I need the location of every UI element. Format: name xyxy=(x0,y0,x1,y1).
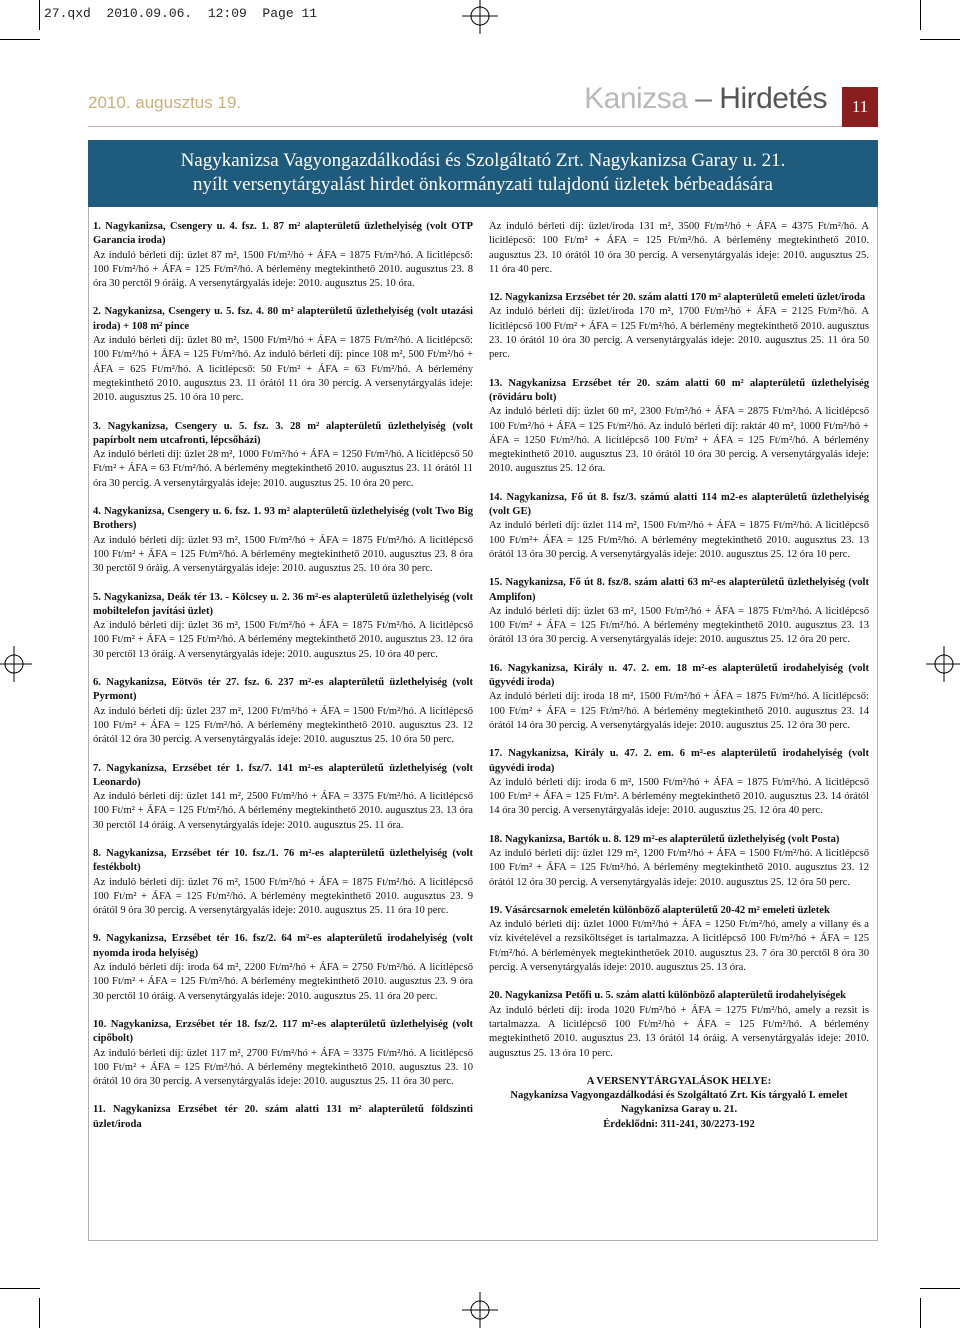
listing-item xyxy=(489,291,869,362)
listing-body: Az induló bérleti díj: üzlet/iroda 131 m², 3500 Ft/m²/hó + ÁFA = 4375 Ft/m²/hó. A licitlépcső: 100 Ft/m² + ÁFA = 125 Ft/m²/hó. A bérlemény megtekinthető 2010. augusztus 23. 10 órától 10 óra 30 percig. A versenytárgyalás ideje: 2010. augusztus 25. 11 óra 40 perc. xyxy=(489,221,869,275)
listing-item xyxy=(93,676,473,747)
listing-heading: 9. Nagykanizsa, Erzsébet tér 16. fsz/2. 64 m²-es alapterületű irodahelyiség (volt nyomda iroda helyiség) xyxy=(93,933,473,959)
footer-heading: A VERSENYTÁRGYALÁSOK HELYE: xyxy=(586,1075,772,1087)
listing-item xyxy=(93,1018,473,1089)
publication-title xyxy=(584,82,827,116)
page-number: 11 xyxy=(842,87,878,127)
right-column xyxy=(489,220,869,1132)
listing-heading: 13. Nagykanizsa Erzsébet tér 20. szám alatti 60 m² alapterületű üzlethelyiség (rövidáru bolt) xyxy=(489,377,869,403)
listing-heading: 4. Nagykanizsa, Csengery u. 6. fsz. 1. 93 m² alapterületű üzlethelyiség (volt Two Big Brothers) xyxy=(93,506,473,532)
listing-heading: 14. Nagykanizsa, Fő út 8. fsz/3. számú alatti 114 m2-es alapterületű üzlethelyiség (volt GE) xyxy=(489,491,869,518)
listing-item xyxy=(489,747,869,818)
listing-heading: 19. Vásárcsarnok emeletén különböző alapterületű 20-42 m² emeleti üzletek xyxy=(489,904,830,916)
listing-body: Az induló bérleti díj: üzlet 129 m², 1200 Ft/m²/hó + ÁFA = 1500 Ft/m²/hó. A licitlépcső 100 Ft/m² + ÁFA = 125 Ft/m²/hó. A bérlemény megtekinthető 2010. augusztus 23. 12 órától 12 óra 30 percig. A versenytárgyalás ideje: 2010. augusztus 25. 12 óra 50 perc. xyxy=(489,847,869,888)
issue-date: 2010. augusztus 19. xyxy=(88,93,242,112)
listing-body: Az induló bérleti díj: üzlet 36 m², 1500 Ft/m²/hó + ÁFA = 1875 Ft/m²/hó. A licitlépcső 100 Ft/m² + ÁFA = 125 Ft/m²/hó. A bérlemény megtekinthető 2010. augusztus 23. 12 óra 30 perctől 13 óráig. A versenytárgyalás ideje: 2010. augusztus 25. 10 óra 40 perc. xyxy=(93,620,473,660)
announcement-banner xyxy=(88,140,878,207)
listing-item xyxy=(93,305,473,405)
crop-mark xyxy=(0,39,40,40)
listing-body: Az induló bérleti díj: üzlet 28 m², 1000 Ft/m²/hó + ÁFA = 1250 Ft/m²/hó. A licitlépcső 50 Ft/m² + ÁFA = 63 Ft/m²/hó. A bérlemény megtekinthető 2010. augusztus 23. 11 órától 11 óra 30 percig. A versenytárgyalás ideje: 2010. augusztus 25. 10 óra 20 perc. xyxy=(93,449,473,489)
listing-body: Az induló bérleti díj: üzlet 87 m², 1500 Ft/m²/hó + ÁFA = 1875 Ft/m²/hó. A licitlépcső: 100 Ft/m²/hó + ÁFA = 125 Ft/m²/hó. A bérlemény megtekinthető 2010. augusztus 23. 8 óra 30 perctől 9 óráig. A versenytárgyalás ideje: 2010. augusztus 25. 10 óra. xyxy=(93,249,473,290)
listing-heading: 11. Nagykanizsa Erzsébet tér 20. szám alatti 131 m² alapterületű földszinti üzlet/iroda xyxy=(93,1104,473,1130)
listing-heading: 3. Nagykanizsa, Csengery u. 5. fsz. 3. 28 m² alapterületű üzlethelyiség (volt papírbolt nem utcafronti, lépcsőházi) xyxy=(93,420,473,446)
footer-info xyxy=(489,1075,869,1132)
listing-heading: 15. Nagykanizsa, Fő út 8. fsz/8. szám alatti 63 m²-es alapterületű üzlethelyiség (volt Amplifon) xyxy=(489,577,869,603)
listing-item xyxy=(93,591,473,662)
listing-item xyxy=(489,377,869,477)
listing-body: Az induló bérleti díj: üzlet 80 m², 1500 Ft/m²/hó + ÁFA = 1875 Ft/m²/hó. A licitlépcső: 100 Ft/m²/hó + ÁFA = 125 Ft/m²/hó. Az induló bérleti díj: pince 108 m², 500 Ft/m²/hó + ÁFA = 625 Ft/m²/hó. A licitlépcső: 50 Ft/m² + ÁFA = 63 Ft/m²/hó. A bérlemény megtekinthető 2010. augusztus 23. 11 órától 11 óra 30 percig. A versenytárgyalás ideje: 2010. augusztus 25. 10 óra 10 perc. xyxy=(93,335,473,404)
registration-mark-right-icon xyxy=(926,646,960,682)
listing-item xyxy=(489,576,869,647)
crop-mark xyxy=(920,1288,960,1289)
title-hirdetes: Hirdetés xyxy=(719,82,827,115)
listing-heading: 20. Nagykanizsa Petőfi u. 5. szám alatti különböző alapterületű irodahelyiségek xyxy=(489,990,847,1002)
right-items xyxy=(489,220,869,1061)
listing-heading: 7. Nagykanizsa, Erzsébet tér 1. fsz/7. 141 m²-es alapterületű üzlethelyiség (volt Leonardo) xyxy=(93,762,473,788)
listing-item xyxy=(489,220,869,277)
title-kanizsa: Kanizsa xyxy=(584,82,688,115)
listing-heading: 8. Nagykanizsa, Erzsébet tér 10. fsz./1. 76 m²-es alapterületű üzlethelyiség (volt festékbolt) xyxy=(93,847,473,874)
listing-body: Az induló bérleti díj: üzlet 60 m², 2300 Ft/m²/hó + ÁFA = 2875 Ft/m²/hó. A licitlépcső 100 Ft/m²/hó + ÁFA = 125 Ft/m²/hó. Az induló bérleti díj: raktár 40 m², 1000 Ft/m²/hó + ÁFA = 1250 Ft/m²/hó. A licitlépcső 100 Ft/m² + ÁFA = 125 Ft/m²/hó. A bérlemény megtekinthető 2010. augusztus 23. 10 órától 10 óra 30 percig. A versenytárgyalás ideje: 2010. augusztus 25. 12 óra. xyxy=(489,406,869,475)
crop-mark xyxy=(920,39,960,40)
listing-item xyxy=(489,662,869,733)
listing-item xyxy=(93,1103,473,1132)
listing-item xyxy=(93,932,473,1003)
crop-mark xyxy=(39,1298,40,1328)
listing-item xyxy=(489,833,869,890)
left-column xyxy=(93,220,473,1146)
footer-venue: Nagykanizsa Vagyongazdálkodási és Szolgáltató Zrt. Kis tárgyaló I. emelet xyxy=(510,1090,848,1102)
listing-body: Az induló bérleti díj: üzlet 114 m², 1500 Ft/m²/hó + ÁFA = 1875 Ft/m²/hó. A licitlépcső 100 Ft/m²+ ÁFA = 125 Ft/m²/hó. A bérlemény megtekinthető 2010. augusztus 23. 13 órától 13 óra 30 percig. A versenytárgyalás ideje: 2010. augusztus 25. 12 óra 10 perc. xyxy=(489,520,869,560)
listing-heading: 17. Nagykanizsa, Király u. 47. 2. em. 6 m²-es alapterületű irodahelyiség (volt ügyvédi iroda) xyxy=(489,748,869,774)
listing-body: Az induló bérleti díj: üzlet 93 m², 1500 Ft/m²/hó + ÁFA = 1875 Ft/m²/hó. A licitlépcső 100 Ft/m² + ÁFA = 125 Ft/m²/hó. A bérlemény megtekinthető 2010. augusztus 23. 8 óra 30 perctől 9 óráig. A versenytárgyalás ideje: 2010. augusztus 25. 10 óra 30 perc. xyxy=(93,534,473,575)
listing-item xyxy=(93,420,473,491)
listing-body: Az induló bérleti díj: üzlet 76 m², 1500 Ft/m²/hó + ÁFA = 1875 Ft/m²/hó. A licitlépcső 100 Ft/m² + ÁFA = 125 Ft/m²/hó. A bérlemény megtekinthető 2010. augusztus 23. 9 órától 9 óra 30 percig. A versenytárgyalás ideje: 2010. augusztus 25. 11 óra 10 perc. xyxy=(93,876,473,917)
listing-item xyxy=(93,762,473,833)
listing-body: Az induló bérleti díj: iroda 18 m², 1500 Ft/m²/hó + ÁFA = 1875 Ft/m²/hó. A licitlépcső: 100 Ft/m² + ÁFA = 125 Ft/m²/hó. A bérlemény megtekinthető 2010. augusztus 23. 14 órától 14 óra 30 percig. A versenytárgyalás ideje: 2010. augusztus 25. 12 óra 30 perc. xyxy=(489,691,869,731)
crop-mark xyxy=(920,0,921,30)
registration-mark-bottom-icon xyxy=(462,1292,498,1328)
listing-item xyxy=(93,505,473,576)
listing-item xyxy=(489,904,869,975)
listing-item xyxy=(93,220,473,291)
listing-heading: 5. Nagykanizsa, Deák tér 13. - Kölcsey u. 2. 36 m²-es alapterületű üzlethelyiség (volt mobiltelefon javítási üzlet) xyxy=(93,591,473,617)
listing-heading: 2. Nagykanizsa, Csengery u. 5. fsz. 4. 80 m² alapterületű üzlethelyiség (volt utazási iroda) + 108 m² pince xyxy=(93,306,473,332)
banner-line-2: nyílt versenytárgyalást hirdet önkormányzati tulajdonú üzletek bérbeadására xyxy=(193,174,773,195)
print-slug: 27.qxd 2010.09.06. 12:09 Page 11 xyxy=(44,6,318,21)
listing-body: Az induló bérleti díj: iroda 64 m², 2200 Ft/m²/hó + ÁFA = 2750 Ft/m²/hó. A licitlépcső 100 Ft/m² + ÁFA = 125 Ft/m²/hó. A bérlemény megtekinthető 2010. augusztus 23. 9 óra 30 perctől 10 óráig. A versenytárgyalás ideje: 2010. augusztus 25. 11 óra 20 perc. xyxy=(93,962,473,1002)
listing-body: Az induló bérleti díj: üzlet 237 m², 1200 Ft/m²/hó + ÁFA = 1500 Ft/m²/hó. A licitlépcső 100 Ft/m² + ÁFA = 125 Ft/m²/hó. A bérlemény megtekinthető 2010. augusztus 23. 12 órától 12 óra 30 percig. A versenytárgyalás ideje: 2010. augusztus 25. 10 óra 50 perc. xyxy=(93,705,473,746)
listing-item xyxy=(489,491,869,562)
registration-mark-left-icon xyxy=(0,646,32,682)
title-dash: – xyxy=(695,82,712,115)
listing-body: Az induló bérleti díj: üzlet 117 m², 2700 Ft/m²/hó + ÁFA = 3375 Ft/m²/hó. A licitlépcső 100 Ft/m² + ÁFA = 125 Ft/m²/hó. A bérlemény megtekinthető 2010. augusztus 23. 10 órától 10 óra 30 percig. A versenytárgyalás ideje: 2010. augusztus 25. 11 óra 30 perc. xyxy=(93,1047,473,1088)
listing-body: Az induló bérleti díj: üzlet 141 m², 2500 Ft/m²/hó + ÁFA = 3375 Ft/m²/hó. A licitlépcső 100 Ft/m² + ÁFA = 125 Ft/m²/hó. A bérlemény megtekinthető 2010. augusztus 23. 13 óra 30 perctől 14 óráig. A versenytárgyalás ideje: 2010. augusztus 25. 11 óra. xyxy=(93,791,473,831)
listing-heading: 18. Nagykanizsa, Bartók u. 8. 129 m²-es alapterületű üzlethelyiség (volt Posta) xyxy=(489,833,840,845)
listing-body: Az induló bérleti díj: üzlet 63 m², 1500 Ft/m²/hó + ÁFA = 1875 Ft/m²/hó. A licitlépcső 100 Ft/m² + ÁFA = 125 Ft/m²/hó. A bérlemény megtekinthető 2010. augusztus 23. 13 órától 13 óra 30 percig. A versenytárgyalás ideje: 2010. augusztus 25. 12 óra 20 perc. xyxy=(489,605,869,646)
registration-mark-top-icon xyxy=(462,0,498,34)
footer-contact: Érdeklődni: 311-241, 30/2273-192 xyxy=(603,1118,755,1130)
crop-mark xyxy=(39,0,40,30)
listing-body: Az induló bérleti díj: üzlet/iroda 170 m², 1700 Ft/m²/hó + ÁFA = 2125 Ft/m²/hó. A licitlépcső 100 Ft/m² + ÁFA = 125 Ft/m²/hó. A bérlemény megtekinthető 2010. augusztus 23. 10 órától 10 óra 30 percig. A versenytárgyalás ideje: 2010. augusztus 25. 11 óra 50 perc. xyxy=(489,306,869,361)
listing-heading: 6. Nagykanizsa, Eötvös tér 27. fsz. 6. 237 m²-es alapterületű üzlethelyiség (volt Pyrmont) xyxy=(93,677,473,703)
footer-address: Nagykanizsa Garay u. 21. xyxy=(620,1104,738,1116)
listing-item xyxy=(489,989,869,1060)
listing-body: Az induló bérleti díj: iroda 1020 Ft/m²/hó + ÁFA = 1275 Ft/m²/hó, amely a rezsit is tartalmazza. A licitlépcső 100 Ft/m²/hó + ÁFA = 125 Ft/m²/hó. A bérlemény megtekinthető 2010. augusztus 23. 13 órától 14 óráig. A versenytárgyalás ideje: 2010. augusztus 25. 13 óra 10 perc. xyxy=(489,1004,869,1059)
header-divider xyxy=(88,126,842,127)
crop-mark xyxy=(920,1298,921,1328)
listing-heading: 10. Nagykanizsa, Erzsébet tér 18. fsz/2. 117 m²-es alapterületű üzlethelyiség (volt cipőbolt) xyxy=(93,1018,473,1045)
listing-body: Az induló bérleti díj: üzlet 1000 Ft/m²/hó + ÁFA = 1250 Ft/m²/hó, amely a villany és a víz kivételével a rezsiköltséget is tartalmazza. A licitlépcső 100 Ft/m²/hó + ÁFA = 125 Ft/m²/hó. A bérlemények megtekinthetőek 2010. augusztus 23. 7 óra 30 perctől 8 óra 30 percig. A versenytárgyalás ideje: 2010. augusztus 25. 13 óra. xyxy=(489,919,869,974)
crop-mark xyxy=(0,1288,40,1289)
listing-heading: 12. Nagykanizsa Erzsébet tér 20. szám alatti 170 m² alapterületű emeleti üzlet/iroda xyxy=(489,292,866,304)
banner-line-1: Nagykanizsa Vagyongazdálkodási és Szolgáltató Zrt. Nagykanizsa Garay u. 21. xyxy=(180,150,786,171)
listing-body: Az induló bérleti díj: iroda 6 m², 1500 Ft/m²/hó + ÁFA = 1875 Ft/m²/hó. A licitlépcső 100 Ft/m² + ÁFA = 125 Ft/m². A bérlemény megtekinthető 2010. augusztus 23. 14 órától 14 óra 30 percig. A versenytárgyalás ideje: 2010. augusztus 25. 12 óra 40 perc. xyxy=(489,776,869,817)
listing-heading: 1. Nagykanizsa, Csengery u. 4. fsz. 1. 87 m² alapterületű üzlethelyiség (volt OTP Garancia iroda) xyxy=(93,221,473,247)
listing-heading: 16. Nagykanizsa, Király u. 47. 2. em. 18 m²-es alapterületű irodahelyiség (volt ügyvédi iroda) xyxy=(489,662,869,689)
listing-item xyxy=(93,847,473,918)
